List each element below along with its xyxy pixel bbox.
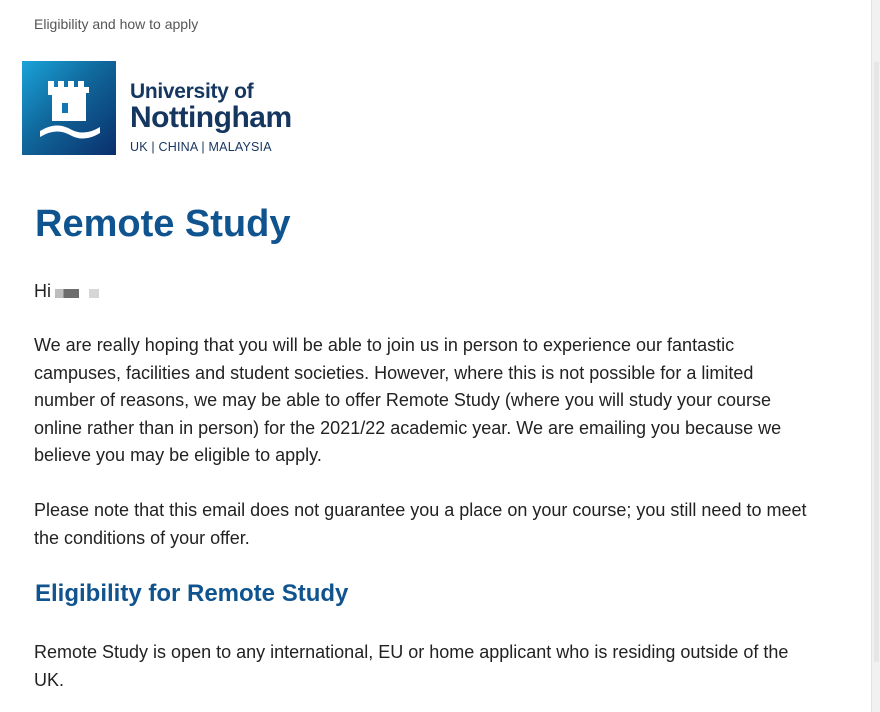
- email-preheader: Eligibility and how to apply: [34, 16, 199, 32]
- university-logo: [22, 61, 292, 155]
- redacted-name-part: [89, 289, 99, 298]
- logo-wordmark: [130, 81, 292, 155]
- logo-line-university-of: University of: [130, 80, 254, 103]
- vertical-scrollbar[interactable]: [871, 0, 880, 712]
- offer-note-paragraph: Please note that this email does not guarantee you a place on your course; you still need to meet the conditions of your offer.: [34, 500, 807, 548]
- redacted-name: [55, 289, 79, 298]
- eligibility-paragraph: Remote Study is open to any international, EU or home applicant who is residing outside of the UK.: [34, 642, 789, 690]
- page-title: Remote Study: [35, 203, 291, 245]
- scrollbar-thumb[interactable]: [874, 62, 879, 662]
- castle-crest-icon: [22, 61, 116, 155]
- eligibility-heading: Eligibility for Remote Study: [35, 580, 349, 607]
- intro-paragraph: We are really hoping that you will be able to join us in person to experience our fantastic campuses, facilities and student societies. However, where this is not possible for a limited number of reasons, we may be able to offer Remote Study (where you will study your course online rather than in person) for the 2021/22 academic year. We are emailing you because we believe you may be eligible to apply.: [34, 335, 782, 465]
- logo-line-nottingham: Nottingham: [130, 101, 292, 134]
- greeting-text: Hi: [34, 281, 51, 301]
- logo-line-campuses: UK | CHINA | MALAYSIA: [130, 140, 272, 154]
- greeting: [34, 281, 99, 302]
